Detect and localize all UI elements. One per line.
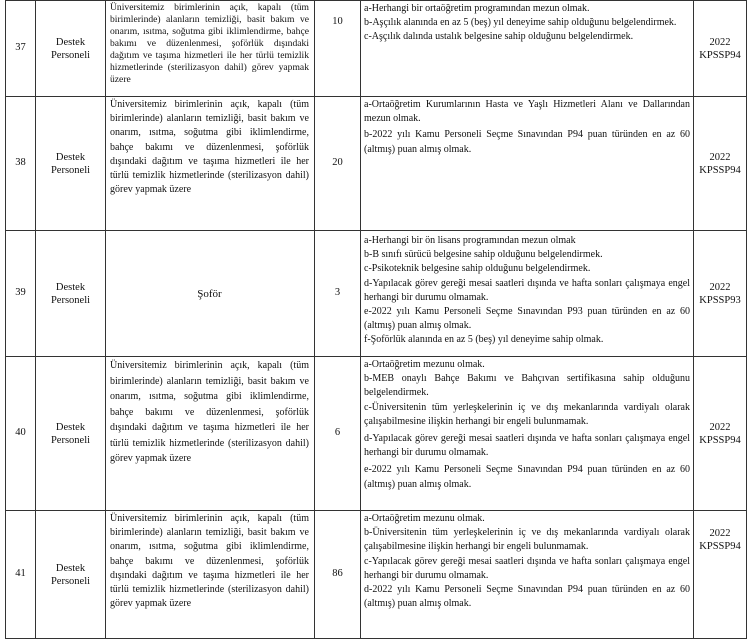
requirement-item: a-Ortaöğretim mezunu olmak. (364, 359, 485, 370)
row-number: 40 (6, 357, 36, 511)
score-cell (694, 97, 747, 231)
unit-cell: Destek Personeli (36, 357, 106, 511)
requirements-cell (361, 231, 694, 357)
score-cell (694, 511, 747, 639)
requirement-item: c-Psikoteknik belgesine sahip olduğunu belgelendirmek. (364, 263, 591, 275)
requirement-item: e-2022 yılı Kamu Personeli Seçme Sınavından P93 puan türünden en az 60 (altmış) puan almış olmak. (364, 306, 690, 332)
table-row (6, 231, 747, 357)
position-count: 6 (315, 357, 361, 511)
position-count: 20 (315, 97, 361, 231)
requirement-item: a-Ortaöğretim Kurumlarının Hasta ve Yaşlı Hizmetleri Alanı ve Dallarından mezun olmak. (364, 99, 690, 125)
requirement-item: c-Aşçılık dalında ustalık belgesine sahip olduğunu belgelendirmek. (364, 31, 634, 43)
table-row (6, 511, 747, 639)
requirement-item: b-B sınıfı sürücü belgesine sahip olduğunu belgelendirmek. (364, 249, 603, 261)
requirements-cell (361, 1, 694, 97)
row-number: 37 (6, 1, 36, 97)
score-year: 2022 (709, 151, 731, 163)
position-count: 10 (315, 1, 361, 97)
requirement-item: b-Üniversitenin tüm yerleşkelerinin iç ve dış mekanlarında vardiyalı olarak çalışabilmesine ilişkin herhangi bir engeli bulunmamak. (364, 527, 690, 553)
score-year: 2022 (709, 528, 731, 539)
requirement-item: c-Üniversitenin tüm yerleşkelerinin iç ve dış mekanlarında vardiyalı olarak çalışabilmesine ilişkin herhangi bir engeli bulunmamak. (364, 401, 690, 427)
requirement-item: a-Herhangi bir ortaöğretim programından mezun olmak. (364, 3, 590, 14)
requirement-item: d-Yapılacak görev gereği mesai saatleri dışında ve hafta sonları çalışmaya engel herhangi bir durumu olmamak. (364, 433, 690, 459)
requirement-item: d-Yapılacak görev gereği mesai saatleri dışında ve hafta sonları çalışmaya engel herhangi bir durumu olmamak. (364, 277, 690, 303)
requirement-item: d-2022 yılı Kamu Personeli Seçme Sınavından P94 puan türünden en az 60 (altmış) puan almış olmak. (364, 584, 690, 610)
requirements-cell (361, 97, 694, 231)
score-type: KPSSP94 (699, 434, 741, 446)
score-year: 2022 (709, 281, 731, 293)
score-type: KPSSP94 (699, 541, 741, 552)
duty-cell: Üniversitemiz birimlerinin açık, kapalı (tüm birimlerinde) alanların temizliği, basit bakım ve onarım, ısıtma, soğutma gibi iklimlendirme, bahçe bakımı ve düzenlenmesi, şoförlük dışındaki dağıtım ve taşıma hizmetleri ile her türlü temizlik hizmetlerinde (sterilizasyon dahil) görev yapmak üzere (106, 511, 315, 639)
duty-cell: Üniversitemiz birimlerinin açık, kapalı (tüm birimlerinde) alanların temizliği, basit bakım ve onarım, ısıtma, soğutma gibi iklimlendirme, bahçe bakımı ve düzenlenmesi, şoförlük dışındaki dağıtım ve taşıma hizmetleri ile her türlü temizlik hizmetlerinde (sterilizasyon dahil) görev yapmak üzere (106, 97, 315, 231)
score-year: 2022 (709, 36, 731, 48)
row-number: 39 (6, 231, 36, 357)
unit-cell: Destek Personeli (36, 97, 106, 231)
requirement-item: c-Yapılacak görev gereği mesai saatleri dışında ve hafta sonları çalışmaya engel herhangi bir durumu olmamak. (364, 555, 690, 581)
requirement-item: b-Aşçılık alanında en az 5 (beş) yıl deneyime sahip olduğunu belgelendirmek. (364, 17, 677, 29)
table-row (6, 357, 747, 511)
score-cell (694, 1, 747, 97)
position-count: 3 (315, 231, 361, 357)
requirement-item: e-2022 yılı Kamu Personeli Seçme Sınavından P94 puan türünden en az 60 (altmış) puan almış olmak. (364, 464, 690, 490)
score-cell (694, 357, 747, 511)
table-row (6, 1, 747, 97)
duty-cell: Şoför (106, 231, 315, 357)
positions-table (5, 0, 747, 639)
table-row (6, 97, 747, 231)
unit-cell: Destek Personeli (36, 231, 106, 357)
requirement-item: b-MEB onaylı Bahçe Bakımı ve Bahçıvan sertifikasına sahip olduğunu belgelendirmek. (364, 373, 690, 399)
score-year: 2022 (709, 421, 731, 433)
score-type: KPSSP93 (699, 294, 741, 306)
requirement-item: a-Herhangi bir ön lisans programından mezun olmak (364, 235, 576, 246)
requirement-item: a-Ortaöğretim mezunu olmak. (364, 513, 485, 524)
requirements-cell (361, 357, 694, 511)
score-type: KPSSP94 (699, 49, 741, 61)
duty-cell: Üniversitemiz birimlerinin açık, kapalı (tüm birimlerinde) alanların temizliği, basit bakım ve onarım, ısıtma, soğutma gibi iklimlendirme, bahçe bakımı ve düzenlenmesi, şoförlük dışındaki dağıtım ve taşıma hizmetleri ile her türlü temizlik hizmetlerinde (sterilizasyon dahil) görev yapmak üzere (106, 357, 315, 511)
requirement-item: b-2022 yılı Kamu Personeli Seçme Sınavından P94 puan türünden en az 60 (altmış) puan almış olmak. (364, 129, 690, 155)
requirements-cell (361, 511, 694, 639)
score-cell (694, 231, 747, 357)
unit-cell: Destek Personeli (36, 511, 106, 639)
row-number: 41 (6, 511, 36, 639)
requirement-item: f-Şoförlük alanında en az 5 (beş) yıl deneyime sahip olmak. (364, 334, 604, 346)
position-count: 86 (315, 511, 361, 639)
row-number: 38 (6, 97, 36, 231)
score-type: KPSSP94 (699, 164, 741, 176)
unit-cell: Destek Personeli (36, 1, 106, 97)
duty-cell: Üniversitemiz birimlerinin açık, kapalı (tüm birimlerinde) alanların temizliği, basit bakım ve onarım, ısıtma, soğutma gibi iklimlendirme, bahçe bakımı ve düzenlenmesi, şoförlük dışındaki dağıtım ve taşıma hizmetleri ile her türlü temizlik hizmetlerinde (sterilizasyon dahil) görev yapmak üzere (106, 1, 315, 97)
